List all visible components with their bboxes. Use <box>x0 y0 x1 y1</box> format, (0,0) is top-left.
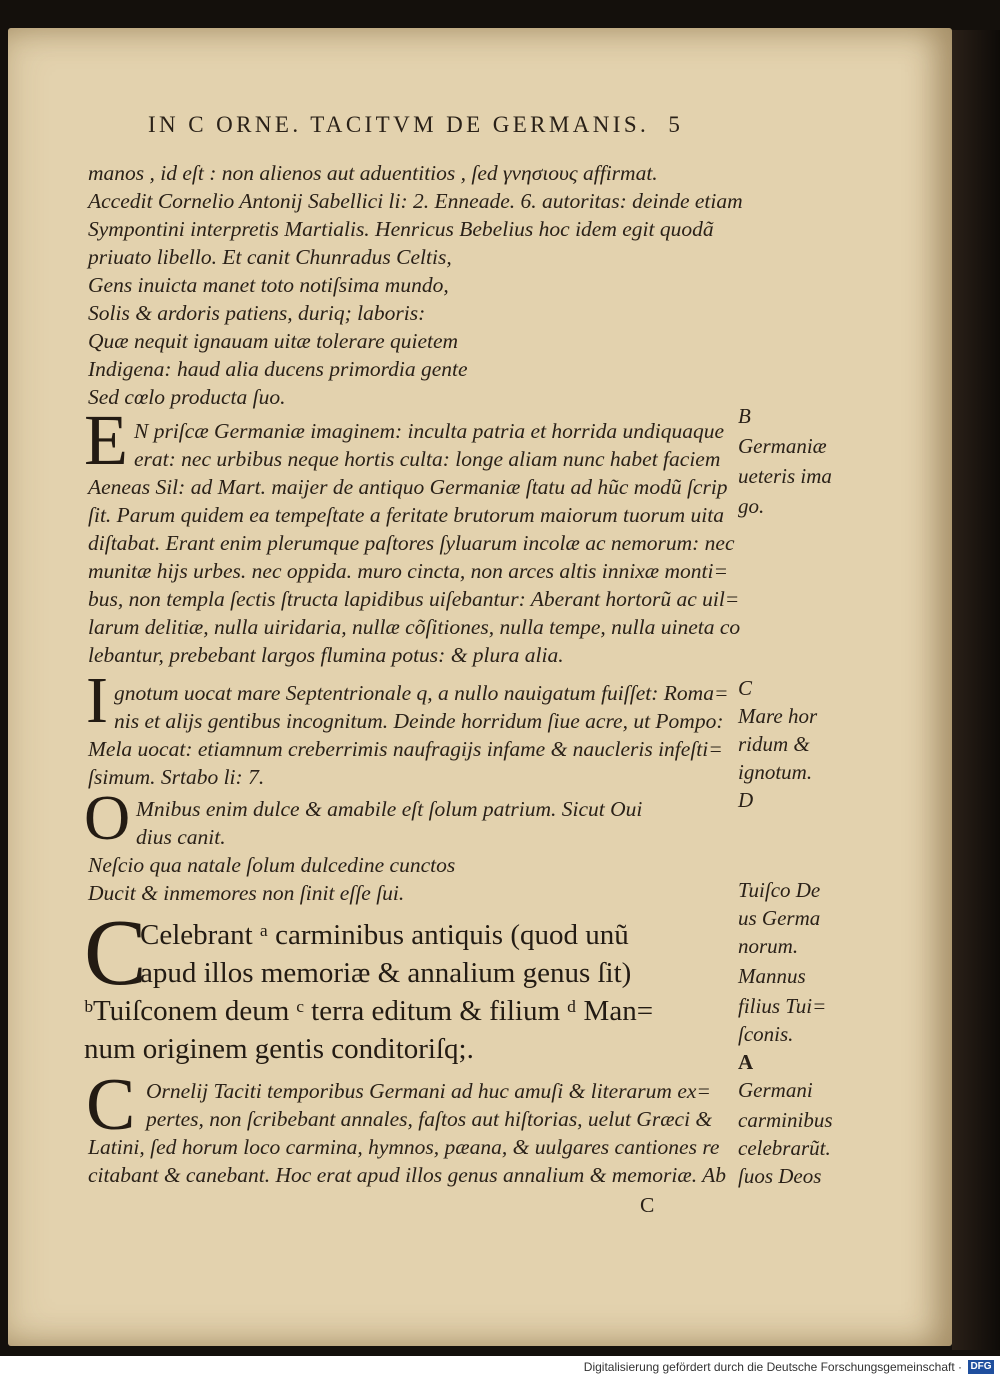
text-line: manos , id eſt : non alienos aut aduentitios , ſed γνησιους affirmat. <box>88 161 658 185</box>
margin-letter: A <box>738 1050 754 1074</box>
margin-line: carminibus <box>738 1108 833 1132</box>
margin-line: ſuos Deos <box>738 1164 822 1188</box>
drop-cap: C <box>86 1064 136 1146</box>
text-line: Ornelij Taciti temporibus Germani ad huc amuſi & literarum ex= <box>146 1079 711 1103</box>
verse-line: Neſcio qua natale ſolum dulcedine cunctos <box>88 853 456 877</box>
margin-letter: D <box>738 788 754 812</box>
text-line: larum delitiæ, nulla uiridaria, nullæ cõſitiones, nulla tempe, nulla uineta co <box>88 615 741 639</box>
margin-line: Germaniæ <box>738 434 827 458</box>
text-line: nis et alijs gentibus incognitum. Deinde horridum ſiue acre, ut Pompo: <box>114 709 724 733</box>
text-line: N priſcæ Germaniæ imaginem: inculta patria et horrida undiquaque <box>134 419 725 443</box>
main-text-line: apud illos memoriæ & annalium genus ſit) <box>140 957 632 989</box>
margin-line: celebrarũt. <box>738 1136 831 1160</box>
drop-cap: C <box>84 901 147 1005</box>
text-line: Aeneas Sil: ad Mart. maijer de antiquo Germaniæ ſtatu ad hũc modũ ſcrip <box>88 475 728 499</box>
folio-number: 5 <box>668 112 684 137</box>
main-text-line: num originem gentis conditoriſq;. <box>84 1033 474 1065</box>
text-line: ſit. Parum quidem ea tempeſtate a feritate brutorum maiorum tuorum uita <box>88 503 724 527</box>
margin-line: us Germa <box>738 906 821 930</box>
text-line: gnotum uocat mare Septentrionale q, a nullo nauigatum fuiſſet: Roma= <box>114 681 729 705</box>
text-line: bus, non templa ſectis ſtructa lapidibus uiſebantur: Aberant hortorũ ac uil= <box>88 587 740 611</box>
text-line: priuato libello. Et canit Chunradus Celtis, <box>88 245 452 269</box>
text-line: pertes, non ſcribebant annales, faſtos aut hiſtorias, uelut Græci & <box>146 1107 713 1131</box>
text-line: dius canit. <box>136 825 226 849</box>
running-header <box>148 112 683 138</box>
running-title: IN C ORNE. TACITVM DE GERMANIS. <box>148 112 650 137</box>
catchword: C <box>640 1193 655 1217</box>
main-text-line: Celebrant ᵃ carminibus antiquis (quod unũ <box>140 919 629 951</box>
verse-line: Sed cœlo producta ſuo. <box>88 385 286 409</box>
margin-line: ridum & <box>738 732 810 756</box>
verse-line: Quæ nequit ignauam uitæ tolerare quietem <box>88 329 459 353</box>
margin-line: ſconis. <box>738 1022 794 1046</box>
margin-line: Mannus <box>738 964 806 988</box>
text-line: Latini, ſed horum loco carmina, hymnos, pæana, & uulgares cantiones re <box>88 1135 720 1159</box>
margin-line: ignotum. <box>738 760 813 784</box>
margin-letter: C <box>738 676 753 700</box>
text-line: Mela uocat: etiamnum creberrimis naufragijs infame & naucleris infeſti= <box>88 737 723 761</box>
verse-line: Gens inuicta manet toto notiſsima mundo, <box>88 273 449 297</box>
text-line: erat: nec urbibus neque hortis culta: longe aliam nunc habet faciem <box>134 447 721 471</box>
verse-line: Indigena: haud alia ducens primordia gente <box>88 357 468 381</box>
margin-line: Germani <box>738 1078 813 1102</box>
margin-line: norum. <box>738 934 799 958</box>
text-line: diſtabat. Erant enim plerumque paſtores ſyluarum incolæ ac nemorum: nec <box>88 531 735 555</box>
book-edge <box>952 30 1000 1350</box>
drop-cap: O <box>84 782 131 853</box>
text-line: Accedit Cornelio Antonij Sabellici li: 2. Enneade. 6. autoritas: deinde etiam <box>88 189 743 213</box>
margin-line: ueteris ima <box>738 464 832 488</box>
text-line: munitæ hijs urbes. nec oppida. muro cincta, non arces altis innixæ monti= <box>88 559 728 583</box>
footer-bar <box>0 1356 1000 1379</box>
margin-line: Tuiſco De <box>738 878 821 902</box>
verse-line: Ducit & inmemores non ſinit eſſe ſui. <box>88 881 405 905</box>
drop-cap: E <box>84 400 128 480</box>
margin-line: filius Tui= <box>738 994 827 1018</box>
margin-letter: B <box>738 404 751 428</box>
verse-line: Solis & ardoris patiens, duriq; laboris: <box>88 301 426 325</box>
main-text-line: ᵇTuiſconem deum ᶜ terra editum & filium ᵈ Man= <box>84 995 654 1027</box>
drop-cap: I <box>86 664 108 737</box>
text-line: Mnibus enim dulce & amabile eſt ſolum patrium. Sicut Oui <box>136 797 643 821</box>
text-line: ſsimum. Srtabo li: 7. <box>88 765 265 789</box>
text-line: Sympontini interpretis Martialis. Henricus Bebelius hoc idem egit quodã <box>88 217 714 241</box>
dfg-logo: DFG <box>968 1360 994 1374</box>
margin-line: Mare hor <box>738 704 818 728</box>
margin-line: go. <box>738 494 765 518</box>
text-line: citabant & canebant. Hoc erat apud illos genus annalium & memoriæ. Ab <box>88 1163 726 1187</box>
footer-credit: Digitalisierung gefördert durch die Deutsche Forschungsgemeinschaft · <box>583 1360 962 1374</box>
text-line: lebantur, prebebant largos flumina potus: & plura alia. <box>88 643 564 667</box>
